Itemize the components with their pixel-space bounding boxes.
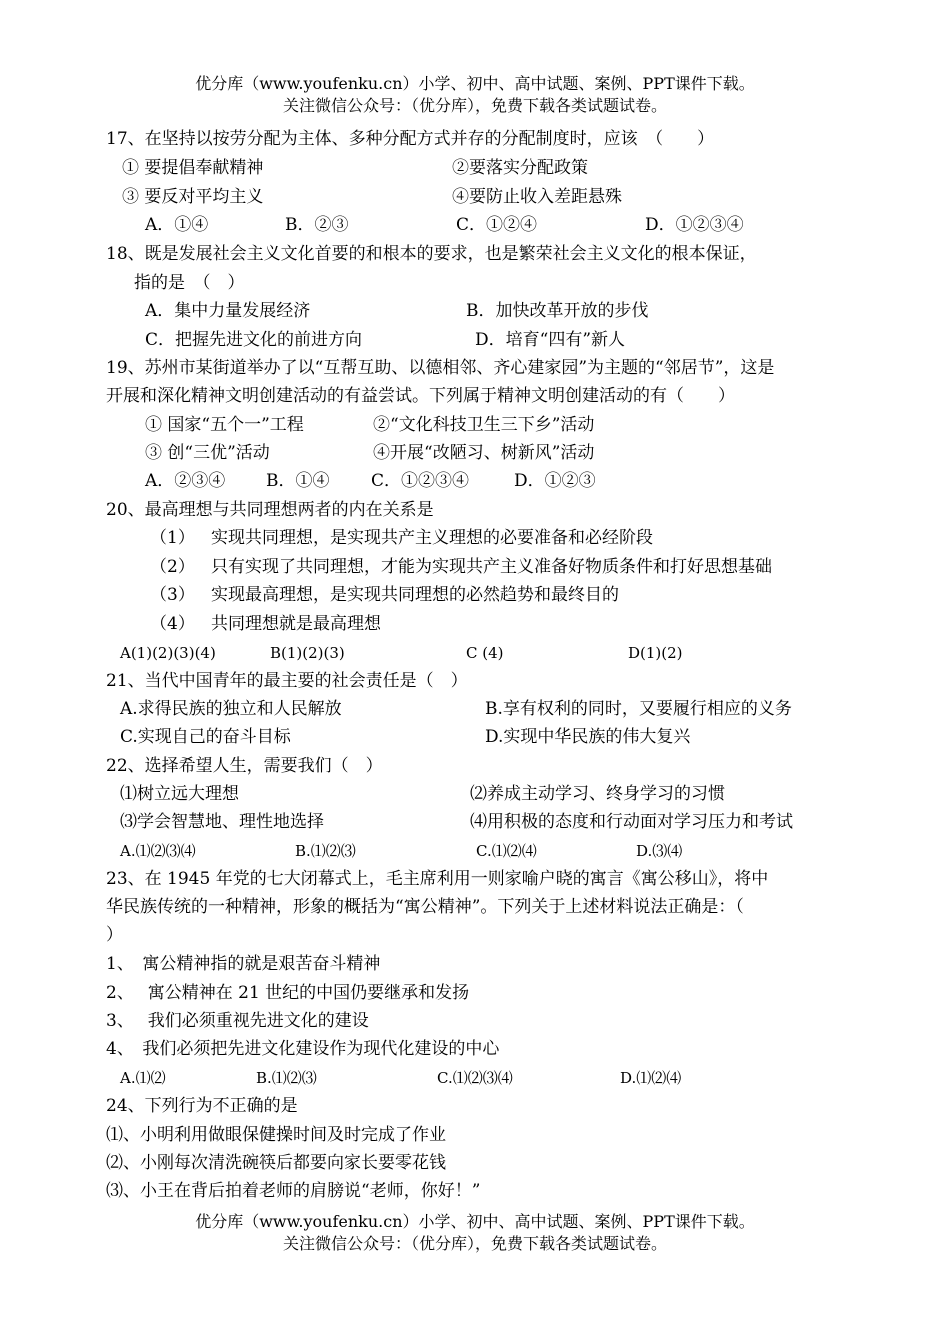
q19-statement-2: ②“文化科技卫生三下乡”活动 (373, 415, 595, 435)
q23-stem-line-2: 华民族传统的一种精神，形象的概括为“寓公精神”。下列关于上述材料说法正确是：（ (106, 897, 744, 917)
q20-statement-1: 实现共同理想，是实现共产主义理想的必要准备和必经阶段 (211, 528, 653, 548)
q21-option-d: D.实现中华民族的伟大复兴 (485, 727, 691, 747)
q18-option-b: B．加快改革开放的步伐 (466, 301, 649, 321)
q23-stem-line-1: 23、在 1945 年党的七大闭幕式上，毛主席利用一则家喻户晓的寓言《寓公移山》，将中 (106, 869, 769, 889)
q19-option-b: B．①④ (266, 471, 330, 491)
q18-stem-line-1: 18、既是发展社会主义文化首要的和根本的要求，也是繁荣社会主义文化的根本保证， (106, 244, 757, 264)
q23-option-b: B.⑴⑵⑶ (256, 1069, 317, 1087)
q20-statement-2-num: （2） (150, 557, 195, 577)
q23-statement-4: 4、 我们必须把先进文化建设作为现代化建设的中心 (106, 1039, 500, 1059)
q20-statement-4-num: （4） (150, 614, 195, 634)
q20-option-d: D(1)(2) (628, 644, 683, 662)
q20-statement-3-num: （3） (150, 585, 195, 605)
q19-option-a: A．②③④ (145, 471, 226, 491)
footer-line-1: 优分库（www.youfenku.cn）小学、初中、高中试题、案例、PPT课件下载。 (195, 1212, 755, 1231)
q17-statement-1: ① 要提倡奉献精神 (122, 158, 264, 178)
q17-option-a: A．①④ (145, 215, 209, 235)
q22-statement-4: ⑷用积极的态度和行动面对学习压力和考试 (470, 812, 793, 832)
header-line-1: 优分库（www.youfenku.cn）小学、初中、高中试题、案例、PPT课件下载。 (195, 74, 755, 93)
q17-option-c: C．①②④ (456, 215, 538, 235)
q21-option-a: A.求得民族的独立和人民解放 (120, 699, 342, 719)
q20-stem: 20、最高理想与共同理想两者的内在关系是 (106, 500, 434, 520)
q19-statement-1: ① 国家“五个一”工程 (145, 415, 304, 435)
header-line-2: 关注微信公众号：（优分库），免费下载各类试题试卷。 (282, 96, 667, 115)
q18-option-d: D．培育“四有”新人 (475, 330, 626, 350)
q22-option-b: B.⑴⑵⑶ (295, 842, 356, 860)
q22-statement-3: ⑶学会智慧地、理性地选择 (120, 812, 324, 832)
q20-option-a: A(1)(2)(3)(4) (120, 644, 216, 662)
q21-option-c: C.实现自己的奋斗目标 (120, 727, 291, 747)
q19-option-d: D．①②③ (514, 471, 596, 491)
footer-line-2: 关注微信公众号：（优分库），免费下载各类试题试卷。 (282, 1234, 667, 1253)
q20-statement-4: 共同理想就是最高理想 (211, 614, 381, 634)
q22-option-c: C.⑴⑵⑷ (476, 842, 537, 860)
q18-stem-line-2: 指的是 （ ） (134, 273, 245, 293)
q24-statement-3: ⑶、小王在背后拍着老师的肩膀说“老师，你好！” (106, 1181, 481, 1201)
q21-option-b: B.享有权利的同时，又要履行相应的义务 (485, 699, 792, 719)
q19-option-c: C．①②③④ (371, 471, 470, 491)
q20-statement-1-num: （1） (150, 528, 195, 548)
q20-option-c: C (4) (466, 644, 504, 662)
q23-option-a: A.⑴⑵ (120, 1069, 166, 1087)
q23-option-d: D.⑴⑵⑷ (620, 1069, 682, 1087)
q20-option-b: B(1)(2)(3) (270, 644, 345, 662)
q19-statement-3: ③ 创“三优”活动 (145, 443, 270, 463)
q17-statement-4: ④要防止收入差距悬殊 (452, 187, 622, 207)
q22-stem: 22、选择希望人生，需要我们（ ） (106, 756, 383, 776)
q22-option-d: D.⑶⑷ (636, 842, 683, 860)
q17-stem: 17、在坚持以按劳分配为主体、多种分配方式并存的分配制度时，应该 （ ） (106, 129, 715, 149)
q23-stem-line-3: ） (106, 925, 123, 945)
q22-statement-2: ⑵养成主动学习、终身学习的习惯 (470, 784, 725, 804)
q24-statement-2: ⑵、小刚每次清洗碗筷后都要向家长要零花钱 (106, 1153, 446, 1173)
q21-stem: 21、当代中国青年的最主要的社会责任是（ ） (106, 671, 468, 691)
q17-option-b: B．②③ (285, 215, 349, 235)
q19-stem-line-1: 19、苏州市某街道举办了以“互帮互助、以德相邻、齐心建家园”为主题的“邻居节”，这是 (106, 358, 775, 378)
q23-statement-1: 1、 寓公精神指的就是艰苦奋斗精神 (106, 954, 381, 974)
q18-option-c: C．把握先进文化的前进方向 (145, 330, 363, 350)
q22-option-a: A.⑴⑵⑶⑷ (120, 842, 196, 860)
q18-option-a: A．集中力量发展经济 (145, 301, 311, 321)
q17-statement-2: ②要落实分配政策 (452, 158, 588, 178)
q17-statement-3: ③ 要反对平均主义 (122, 187, 264, 207)
q22-statement-1: ⑴树立远大理想 (120, 784, 239, 804)
q20-statement-3: 实现最高理想，是实现共同理想的必然趋势和最终目的 (211, 585, 619, 605)
q23-statement-2: 2、 寓公精神在 21 世纪的中国仍要继承和发扬 (106, 983, 470, 1003)
q23-statement-3: 3、 我们必须重视先进文化的建设 (106, 1011, 369, 1031)
q19-statement-4: ④开展“改陋习、树新风”活动 (373, 443, 595, 463)
q24-stem: 24、下列行为不正确的是 (106, 1096, 298, 1116)
q24-statement-1: ⑴、小明利用做眼保健操时间及时完成了作业 (106, 1125, 446, 1145)
q19-stem-line-2: 开展和深化精神文明创建活动的有益尝试。下列属于精神文明创建活动的有（ ） (106, 386, 735, 406)
q23-option-c: C.⑴⑵⑶⑷ (437, 1069, 513, 1087)
q20-statement-2: 只有实现了共同理想，才能为实现共产主义准备好物质条件和打好思想基础 (211, 557, 772, 577)
q17-option-d: D．①②③④ (645, 215, 744, 235)
